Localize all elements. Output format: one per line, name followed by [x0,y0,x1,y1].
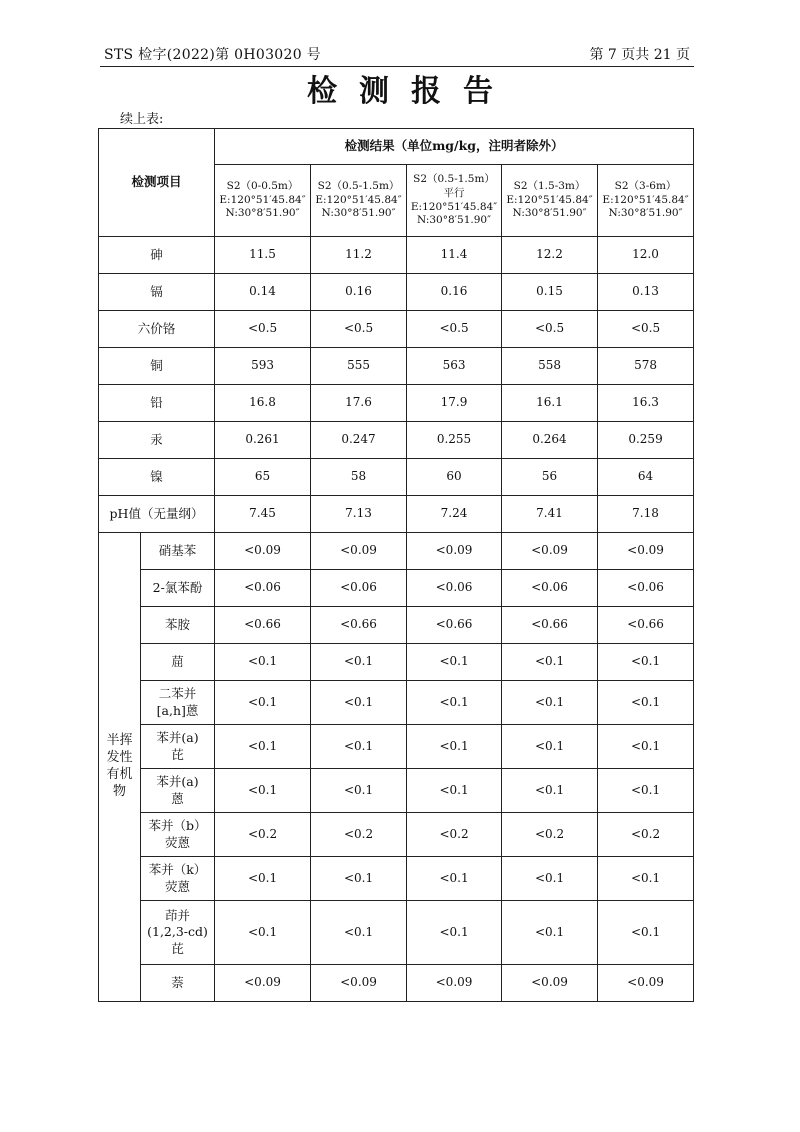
table-row [99,607,694,644]
value-cell: <0.06 [598,570,694,607]
value-cell: 0.16 [407,274,502,311]
value-cell: <0.1 [311,725,407,769]
item-name [141,725,215,769]
value-cell: <0.2 [407,813,502,857]
value-cell: <0.2 [598,813,694,857]
item-name [141,901,215,965]
page-title: 检测报告 [307,74,515,109]
value-cell: 7.18 [598,496,694,533]
svoc-category [99,533,141,1002]
value-cell: 0.14 [215,274,311,311]
value-cell: 0.259 [598,422,694,459]
value-cell: <0.06 [502,570,598,607]
svoc-category-line: 物 [112,783,126,799]
value-cell: <0.1 [407,725,502,769]
column-header-line: E:120°51′45.84″ [315,193,402,206]
svoc-category-line: 发性 [106,750,133,766]
table-row [99,311,694,348]
value-cell: <0.2 [215,813,311,857]
table-row [99,533,694,570]
report-number: STS 检字(2022)第 0H03020 号 [104,47,321,63]
column-header-line: N:30°8′51.90″ [417,214,492,227]
value-cell: <0.09 [502,965,598,1002]
item-name-line: 铅 [150,394,163,410]
value-cell: 593 [215,348,311,385]
value-cell: <0.1 [215,681,311,725]
table-row [99,681,694,725]
item-name [99,496,215,533]
value-cell: 0.16 [311,274,407,311]
value-cell: <0.1 [311,857,407,901]
value-cell: 64 [598,459,694,496]
value-cell: 7.41 [502,496,598,533]
result-header: 检测结果（单位mg/kg，注明者除外） [215,129,694,165]
item-name-line: 铜 [150,357,163,373]
continued-label: 续上表: [120,112,164,127]
value-cell: <0.1 [502,681,598,725]
value-cell: 0.13 [598,274,694,311]
value-cell: 12.0 [598,237,694,274]
table-row [99,570,694,607]
table-row [99,274,694,311]
item-name [99,311,215,348]
item-name [141,813,215,857]
value-cell: <0.09 [502,533,598,570]
results-table-body [99,129,694,1002]
table-row [99,813,694,857]
column-header-line: E:120°51′45.84″ [506,193,593,206]
value-cell: <0.1 [407,681,502,725]
value-cell: 563 [407,348,502,385]
header-row [99,129,694,165]
value-cell: <0.2 [502,813,598,857]
item-name [141,857,215,901]
item-name-line: 镉 [150,283,163,299]
value-cell: <0.66 [598,607,694,644]
value-cell: 0.261 [215,422,311,459]
column-header [215,165,311,237]
table-row [99,857,694,901]
item-name-line: 芘 [171,940,184,956]
column-header [502,165,598,237]
value-cell: <0.06 [407,570,502,607]
column-header-line: E:120°51′45.84″ [410,200,498,213]
svoc-category-line: 有机 [106,767,133,782]
item-name-line: 苯并（b） [148,818,207,834]
item-name [141,533,215,570]
value-cell: <0.1 [598,681,694,725]
value-cell: <0.5 [598,311,694,348]
value-cell: <0.1 [407,857,502,901]
item-name-line: 荧蒽 [165,878,191,894]
item-name-line: 苯胺 [165,616,191,632]
value-cell: <0.1 [598,857,694,901]
value-cell: 16.3 [598,385,694,422]
table-row [99,769,694,813]
item-name [99,237,215,274]
item-name-line: 䓛 [171,653,184,669]
value-cell: <0.1 [407,769,502,813]
item-header: 检测项目 [99,129,215,237]
item-name [99,348,215,385]
value-cell: <0.1 [215,901,311,965]
column-header-line: S2（3-6m） [614,180,677,193]
item-name-line: 苯并(a) [156,774,199,790]
value-cell: <0.1 [502,769,598,813]
item-name-line: 苯并（k） [148,862,207,878]
column-header-line: S2（0-0.5m） [226,180,299,193]
table-row [99,237,694,274]
value-cell: <0.1 [502,644,598,681]
value-cell: 555 [311,348,407,385]
page-indicator: 第 7 页共 21 页 [589,47,690,63]
column-header [598,165,694,237]
value-cell: <0.5 [502,311,598,348]
value-cell: <0.1 [502,901,598,965]
column-header-line: N:30°8′51.90″ [512,207,587,220]
value-cell: <0.1 [311,769,407,813]
item-name-line: 硝基苯 [158,542,197,558]
column-header-line: E:120°51′45.84″ [602,193,689,206]
value-cell: 11.4 [407,237,502,274]
table-row [99,644,694,681]
table-row [99,459,694,496]
value-cell: 7.45 [215,496,311,533]
value-cell: 0.255 [407,422,502,459]
table-row [99,901,694,965]
value-cell: 0.247 [311,422,407,459]
value-cell: <0.09 [598,533,694,570]
value-cell: <0.1 [502,857,598,901]
item-name-line: 茚并 [165,908,191,924]
value-cell: 0.15 [502,274,598,311]
value-cell: <0.1 [215,644,311,681]
value-cell: 11.5 [215,237,311,274]
value-cell: <0.1 [311,901,407,965]
value-cell: 17.6 [311,385,407,422]
value-cell: <0.5 [407,311,502,348]
item-name [99,274,215,311]
value-cell: 56 [502,459,598,496]
value-cell: 16.1 [502,385,598,422]
item-name-line: 萘 [171,974,184,990]
column-header-line: E:120°51′45.84″ [219,193,306,206]
table-row [99,965,694,1002]
value-cell: 65 [215,459,311,496]
item-name-line: 镍 [150,468,163,484]
value-cell: <0.5 [311,311,407,348]
results-table [98,128,694,1002]
item-name-line: 芘 [171,746,184,762]
item-name-line: 苯并(a) [156,730,199,746]
value-cell: <0.09 [311,965,407,1002]
value-cell: <0.09 [215,965,311,1002]
value-cell: 17.9 [407,385,502,422]
table-row [99,422,694,459]
value-cell: <0.1 [215,857,311,901]
value-cell: 0.264 [502,422,598,459]
item-name-line: (1,2,3-cd) [147,924,208,940]
item-name-line: pH值（无量纲） [109,505,204,521]
item-name [141,644,215,681]
value-cell: <0.1 [598,901,694,965]
column-header-line: N:30°8′51.90″ [608,207,683,220]
item-name-line: 六价铬 [137,320,176,336]
value-cell: <0.1 [215,725,311,769]
value-cell: <0.1 [598,769,694,813]
column-header [407,165,502,237]
item-name [99,385,215,422]
item-name-line: [a,h]蒽 [156,702,199,718]
item-name [141,570,215,607]
value-cell: <0.09 [407,533,502,570]
value-cell: <0.66 [407,607,502,644]
column-header-line: 平行 [443,186,465,199]
value-cell: <0.09 [598,965,694,1002]
svoc-category-line: 半挥 [106,733,133,749]
value-cell: <0.1 [407,644,502,681]
value-cell: 60 [407,459,502,496]
value-cell: <0.1 [311,681,407,725]
value-cell: <0.09 [311,533,407,570]
column-header-line: N:30°8′51.90″ [321,207,396,220]
item-name-line: 二苯并 [158,686,197,702]
item-name [99,422,215,459]
value-cell: 16.8 [215,385,311,422]
value-cell: <0.1 [407,901,502,965]
value-cell: <0.1 [215,769,311,813]
value-cell: 558 [502,348,598,385]
item-name-line: 荧蒽 [165,834,191,850]
table-row [99,385,694,422]
item-name [141,769,215,813]
value-cell: 578 [598,348,694,385]
column-header [311,165,407,237]
value-cell: <0.1 [311,644,407,681]
column-header-line: S2（0.5-1.5m） [317,180,400,193]
value-cell: 11.2 [311,237,407,274]
value-cell: 7.13 [311,496,407,533]
value-cell: 7.24 [407,496,502,533]
value-cell: <0.66 [502,607,598,644]
value-cell: 12.2 [502,237,598,274]
value-cell: <0.2 [311,813,407,857]
table-row [99,725,694,769]
value-cell: <0.06 [215,570,311,607]
value-cell: <0.1 [502,725,598,769]
table-row [99,348,694,385]
value-cell: <0.5 [215,311,311,348]
item-name [99,459,215,496]
value-cell: <0.09 [215,533,311,570]
value-cell: <0.09 [407,965,502,1002]
value-cell: <0.1 [598,644,694,681]
column-header-line: S2（0.5-1.5m） [413,173,495,186]
item-name [141,607,215,644]
value-cell: <0.66 [311,607,407,644]
column-header-line: S2（1.5-3m） [513,180,586,193]
column-header-line: N:30°8′51.90″ [225,207,300,220]
item-name-line: 2-氯苯酚 [152,579,203,595]
item-name-line: 砷 [150,246,163,262]
table-row [99,496,694,533]
item-name-line: 蒽 [171,790,184,806]
item-name [141,681,215,725]
item-name-line: 汞 [150,431,163,447]
item-name [141,965,215,1002]
value-cell: <0.66 [215,607,311,644]
value-cell: <0.06 [311,570,407,607]
value-cell: <0.1 [598,725,694,769]
value-cell: 58 [311,459,407,496]
